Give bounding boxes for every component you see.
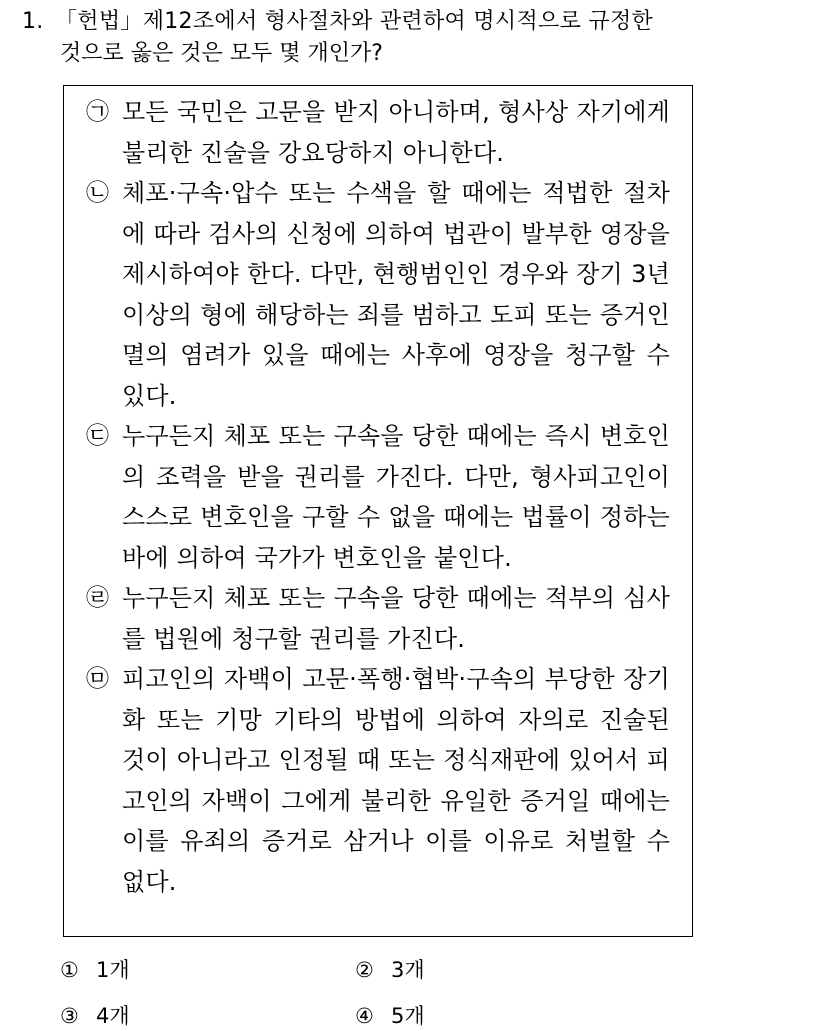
question-text-1: 「헌법」제12조에서 형사절차와 관련하여 명시적으로 규정한: [55, 9, 654, 34]
statement-item: [86, 92, 670, 173]
choice-marker: ②: [355, 958, 374, 982]
choice-marker: ③: [60, 1004, 79, 1028]
question-text-2: 것으로 옳은 것은 모두 몇 개인가?: [60, 41, 383, 66]
answer-choice-3[interactable]: [60, 1000, 130, 1030]
statement-item: [86, 578, 670, 659]
answer-choice-4[interactable]: [355, 1000, 425, 1030]
choice-label: 5개: [391, 1004, 425, 1028]
question-stem: [22, 6, 812, 70]
statement-box: [63, 85, 693, 937]
choice-label: 3개: [391, 958, 425, 982]
statement-text: 피고인의 자백이 고문·폭행·협박·구속의 부당한 장기화 또는 기망 기타의 방법에 의하여 자의로 진술된 것이 아니라고 인정될 때 또는 정식재판에 있어서 피고인의 자백이 그에게 불리한 유일한 증거일 때에는 이를 유죄의 증거로 삼거나 이를 이유로 처벌할 수 없다.: [122, 665, 670, 896]
statement-marker: ㉤: [86, 666, 110, 692]
question-number: 1.: [22, 9, 44, 34]
statement-marker: ㉡: [86, 180, 110, 206]
statement-marker: ㉣: [86, 585, 110, 611]
choice-label: 4개: [96, 1004, 130, 1028]
statement-text: 누구든지 체포 또는 구속을 당한 때에는 즉시 변호인의 조력을 받을 권리를 가진다. 다만, 형사피고인이 스스로 변호인을 구할 수 없을 때에는 법률이 정하는 바에 의하여 국가가 변호인을 붙인다.: [122, 422, 670, 572]
choice-marker: ①: [60, 958, 79, 982]
statement-item: [86, 416, 670, 578]
statement-item: [86, 659, 670, 902]
answer-choice-2[interactable]: [355, 954, 425, 984]
question-line-1: [22, 6, 812, 38]
statement-text: 누구든지 체포 또는 구속을 당한 때에는 적부의 심사를 법원에 청구할 권리를 가진다.: [122, 584, 670, 653]
statement-marker: ㉢: [86, 423, 110, 449]
statement-item: [86, 173, 670, 416]
statement-text: 체포·구속·압수 또는 수색을 할 때에는 적법한 절차에 따라 검사의 신청에 의하여 법관이 발부한 영장을 제시하여야 한다. 다만, 현행범인인 경우와 장기 3년 이상의 형에 해당하는 죄를 범하고 도피 또는 증거인멸의 염려가 있을 때에는 사후에 영장을 청구할 수 있다.: [122, 179, 670, 410]
statement-text: 모든 국민은 고문을 받지 아니하며, 형사상 자기에게 불리한 진술을 강요당하지 아니한다.: [122, 98, 670, 167]
statement-list: [86, 92, 670, 902]
statement-marker: ㉠: [86, 99, 110, 125]
choice-marker: ④: [355, 1004, 374, 1028]
choice-label: 1개: [96, 958, 130, 982]
answer-choice-1[interactable]: [60, 954, 130, 984]
